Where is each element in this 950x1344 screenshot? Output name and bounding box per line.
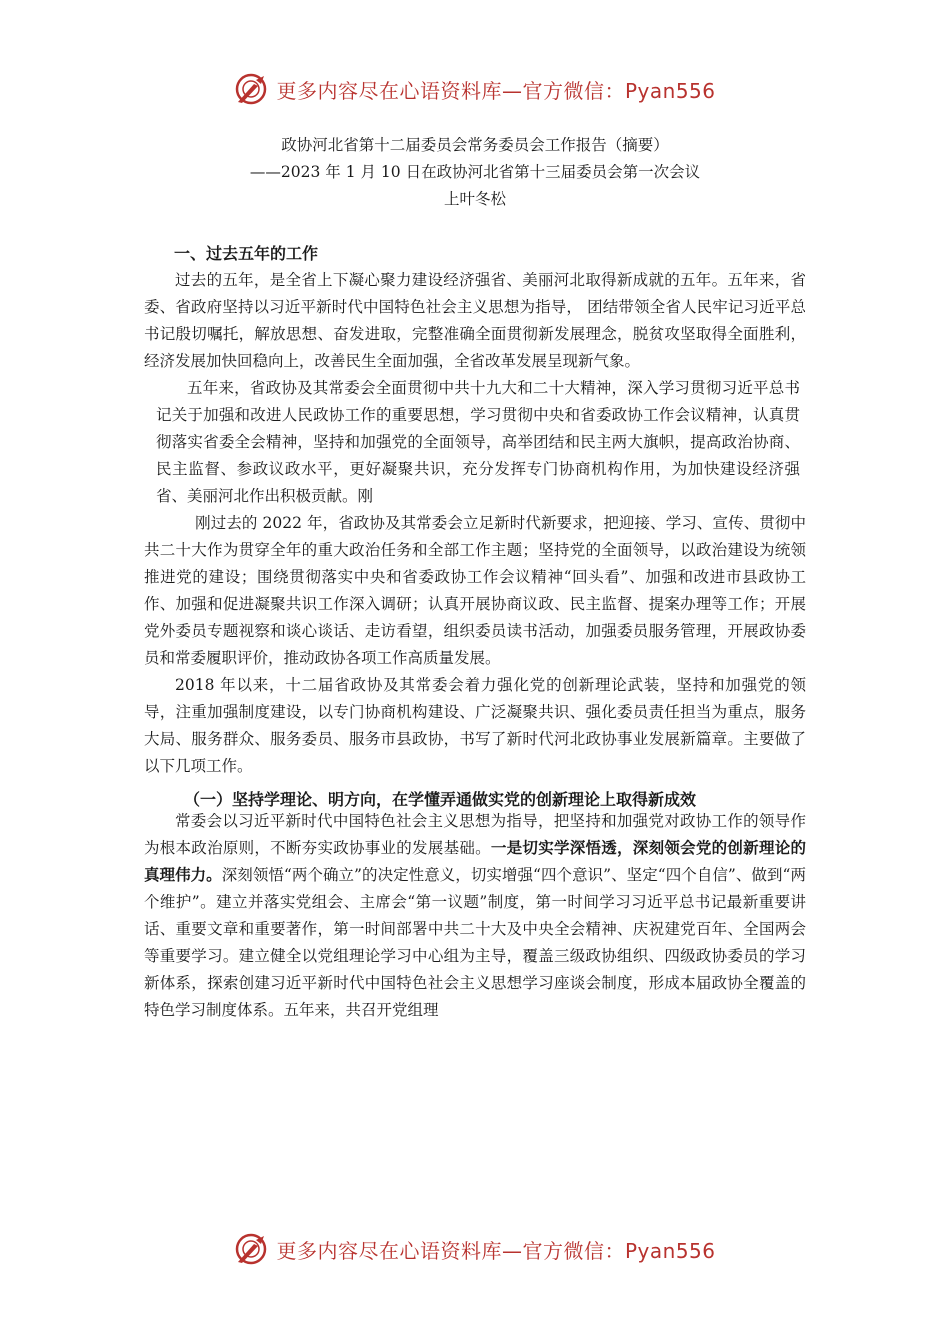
paragraph-5: 常委会以习近平新时代中国特色社会主义思想为指导，把坚持和加强党对政协工作的领导作为根本政治原则，不断夯实政协事业的发展基础。一是切实学深悟透，深刻领会党的创新理论的真理伟力。深刻领悟“两个确立”的决定性意义，切实增强“四个意识”、坚定“四个自信”、做到“两个维护”。建立并落实党组会、主席会“第一议题”制度，第一时间学习习近平总书记最新重要讲话、重要文章和重要著作，第一时间部署中共二十大及中央全会精神、庆祝建党百年、全国两会等重要学习。建立健全以党组理论学习中心组为主导，覆盖三级政协组织、四级政协委员的学习新体系，探索创建习近平新时代中国特色社会主义思想学习座谈会制度，形成本届政协全覆盖的特色学习制度体系。五年来，共召开党组理 xyxy=(144,812,806,1019)
banner-text: 更多内容尽在心语资料库—官方微信：Pyan556 xyxy=(276,78,716,103)
section-heading: 一、过去五年的工作 xyxy=(174,244,319,263)
paragraph-2: 五年来，省政协及其常委会全面贯彻中共十九大和二十大精神，深入学习贯彻习近平总书记关于加强和改进人民政协工作的重要思想，学习贯彻中央和省委政协工作会议精神，认真贯彻落实省委全会精神，坚持和加强党的全面领导，高举团结和民主两大旗帜，提高政治协商、民主监督、参政议政水平，更好凝聚共识，充分发挥专门协商机构作用，为加快建设经济强省、美丽河北作出积极贡献。刚 xyxy=(156,379,800,505)
banner-text: 更多内容尽在心语资料库—官方微信：Pyan556 xyxy=(276,1238,716,1263)
document-titles xyxy=(0,132,950,213)
pen-logo-icon xyxy=(234,1232,268,1266)
header-banner xyxy=(0,72,950,112)
document-subtitle: ——2023 年 1 月 10 日在政协河北省第十三届委员会第一次会议 xyxy=(249,163,701,181)
paragraph-4: 2018 年以来，十二届省政协及其常委会着力强化党的创新理论武装，坚持和加强党的领导，注重加强制度建设，以专门协商机构建设、广泛凝聚共识、强化委员责任担当为重点，服务大局、服务群众、服务委员、服务市县政协，书写了新时代河北政协事业发展新篇章。主要做了以下几项工作。 xyxy=(144,676,806,775)
pen-logo-icon xyxy=(234,72,268,106)
footer-banner xyxy=(0,1232,950,1272)
document-author: 上叶冬松 xyxy=(443,190,506,208)
subsection-heading: （一）坚持学理论、明方向，在学懂弄通做实党的创新理论上取得新成效 xyxy=(184,790,697,809)
document-body xyxy=(144,240,806,1024)
paragraph-3: 刚过去的 2022 年，省政协及其常委会立足新时代新要求，把迎接、学习、宣传、贯彻中共二十大作为贯穿全年的重大政治任务和全部工作主题；坚持党的全面领导，以政治建设为统领推进党的建设；围绕贯彻落实中央和省委政协工作会议精神“回头看”、加强和改进市县政协工作、加强和促进凝聚共识工作深入调研；认真开展协商议政、民主监督、提案办理等工作；开展党外委员专题视察和谈心谈话、走访看望，组织委员读书活动，加强委员服务管理，开展政协委员和常委履职评价，推动政协各项工作高质量发展。 xyxy=(144,514,806,667)
document-title: 政协河北省第十二届委员会常务委员会工作报告（摘要） xyxy=(281,136,669,154)
paragraph-1: 过去的五年，是全省上下凝心聚力建设经济强省、美丽河北取得新成就的五年。五年来，省委、省政府坚持以习近平新时代中国特色社会主义思想为指导， 团结带领全省人民牢记习近平总书记殷切嘱托，解放思想、奋发进取，完整准确全面贯彻新发展理念，脱贫攻坚取得全面胜利，经济发展加快回稳向上，改善民生全面加强，全省改革发展呈现新气象。 xyxy=(144,271,806,370)
paragraph-5-emphasis: 一是切实学深悟透，深刻领会党的创新理论的真理伟力。 xyxy=(144,839,806,884)
